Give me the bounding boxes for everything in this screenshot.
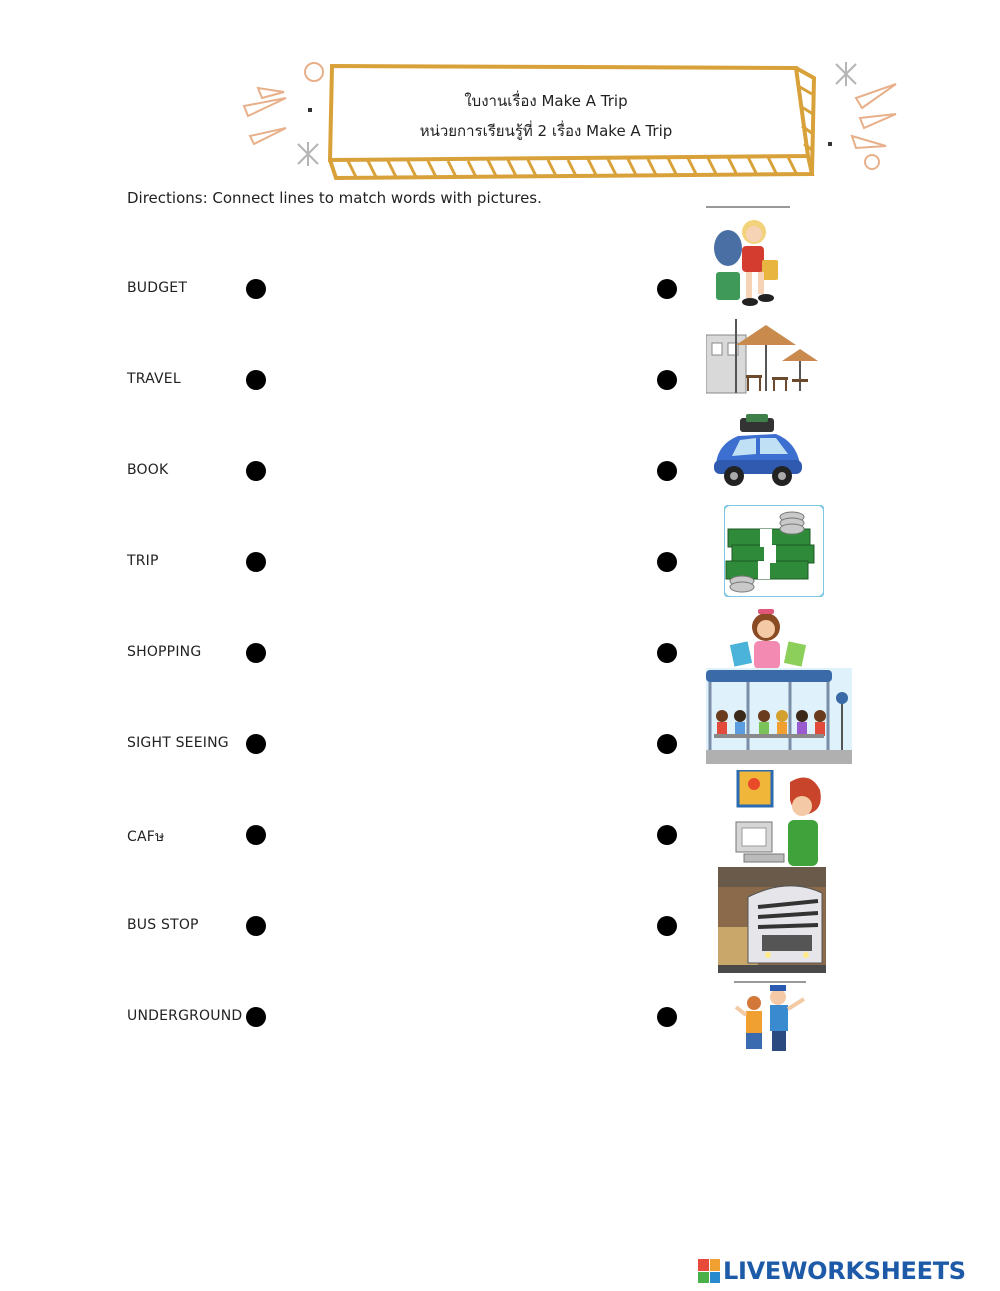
word-label: CAFษ bbox=[127, 829, 165, 845]
word-label: SHOPPING bbox=[127, 644, 202, 660]
match-row bbox=[0, 907, 1000, 947]
logo-text: LIVEWORKSHEETS bbox=[723, 1257, 966, 1285]
word-label: TRIP bbox=[127, 553, 159, 569]
worksheet-unit: หน่วยการเรียนรู้ที่ 2 เรื่อง Make A Trip bbox=[419, 122, 673, 140]
bus-stop-picture bbox=[706, 668, 852, 764]
sightseeing-tourists-picture bbox=[734, 981, 808, 1057]
match-row bbox=[0, 361, 1000, 401]
liveworksheets-logo bbox=[698, 1256, 966, 1286]
left-dot[interactable] bbox=[246, 643, 266, 663]
left-dot[interactable] bbox=[246, 825, 266, 845]
match-row bbox=[0, 452, 1000, 492]
left-dot[interactable] bbox=[246, 916, 266, 936]
right-dot[interactable] bbox=[657, 916, 677, 936]
street-cafe-picture bbox=[706, 315, 824, 397]
word-label: BUDGET bbox=[127, 280, 188, 296]
match-row bbox=[0, 270, 1000, 310]
word-label: SIGHT SEEING bbox=[127, 735, 229, 751]
word-label: BOOK bbox=[127, 462, 169, 478]
right-dot[interactable] bbox=[657, 279, 677, 299]
money-stack-picture bbox=[724, 505, 824, 597]
liveworksheets-logo-icon bbox=[698, 1259, 720, 1283]
traveler-with-luggage-picture bbox=[706, 206, 792, 308]
left-dot[interactable] bbox=[246, 370, 266, 390]
left-dot[interactable] bbox=[246, 461, 266, 481]
worksheet-title: ใบงานเรื่อง Make A Trip bbox=[464, 92, 628, 110]
right-dot[interactable] bbox=[657, 1007, 677, 1027]
right-dot[interactable] bbox=[657, 825, 677, 845]
title-banner bbox=[236, 56, 904, 186]
word-label: UNDERGROUND bbox=[127, 1008, 243, 1024]
right-dot[interactable] bbox=[657, 461, 677, 481]
left-dot[interactable] bbox=[246, 1007, 266, 1027]
match-row bbox=[0, 543, 1000, 583]
left-dot[interactable] bbox=[246, 279, 266, 299]
left-dot[interactable] bbox=[246, 734, 266, 754]
right-dot[interactable] bbox=[657, 552, 677, 572]
word-label: BUS STOP bbox=[127, 917, 199, 933]
car-with-luggage-picture bbox=[710, 414, 806, 488]
left-dot[interactable] bbox=[246, 552, 266, 572]
shopping-girl-picture bbox=[728, 607, 808, 669]
right-dot[interactable] bbox=[657, 643, 677, 663]
booking-computer-picture bbox=[734, 770, 824, 868]
directions-text: Directions: Connect lines to match words with pictures. bbox=[127, 189, 542, 207]
right-dot[interactable] bbox=[657, 734, 677, 754]
match-row bbox=[0, 998, 1000, 1038]
banner-title-block bbox=[336, 86, 756, 146]
word-label: TRAVEL bbox=[127, 371, 181, 387]
right-dot[interactable] bbox=[657, 370, 677, 390]
underground-train-picture bbox=[718, 867, 826, 973]
match-row bbox=[0, 816, 1000, 856]
